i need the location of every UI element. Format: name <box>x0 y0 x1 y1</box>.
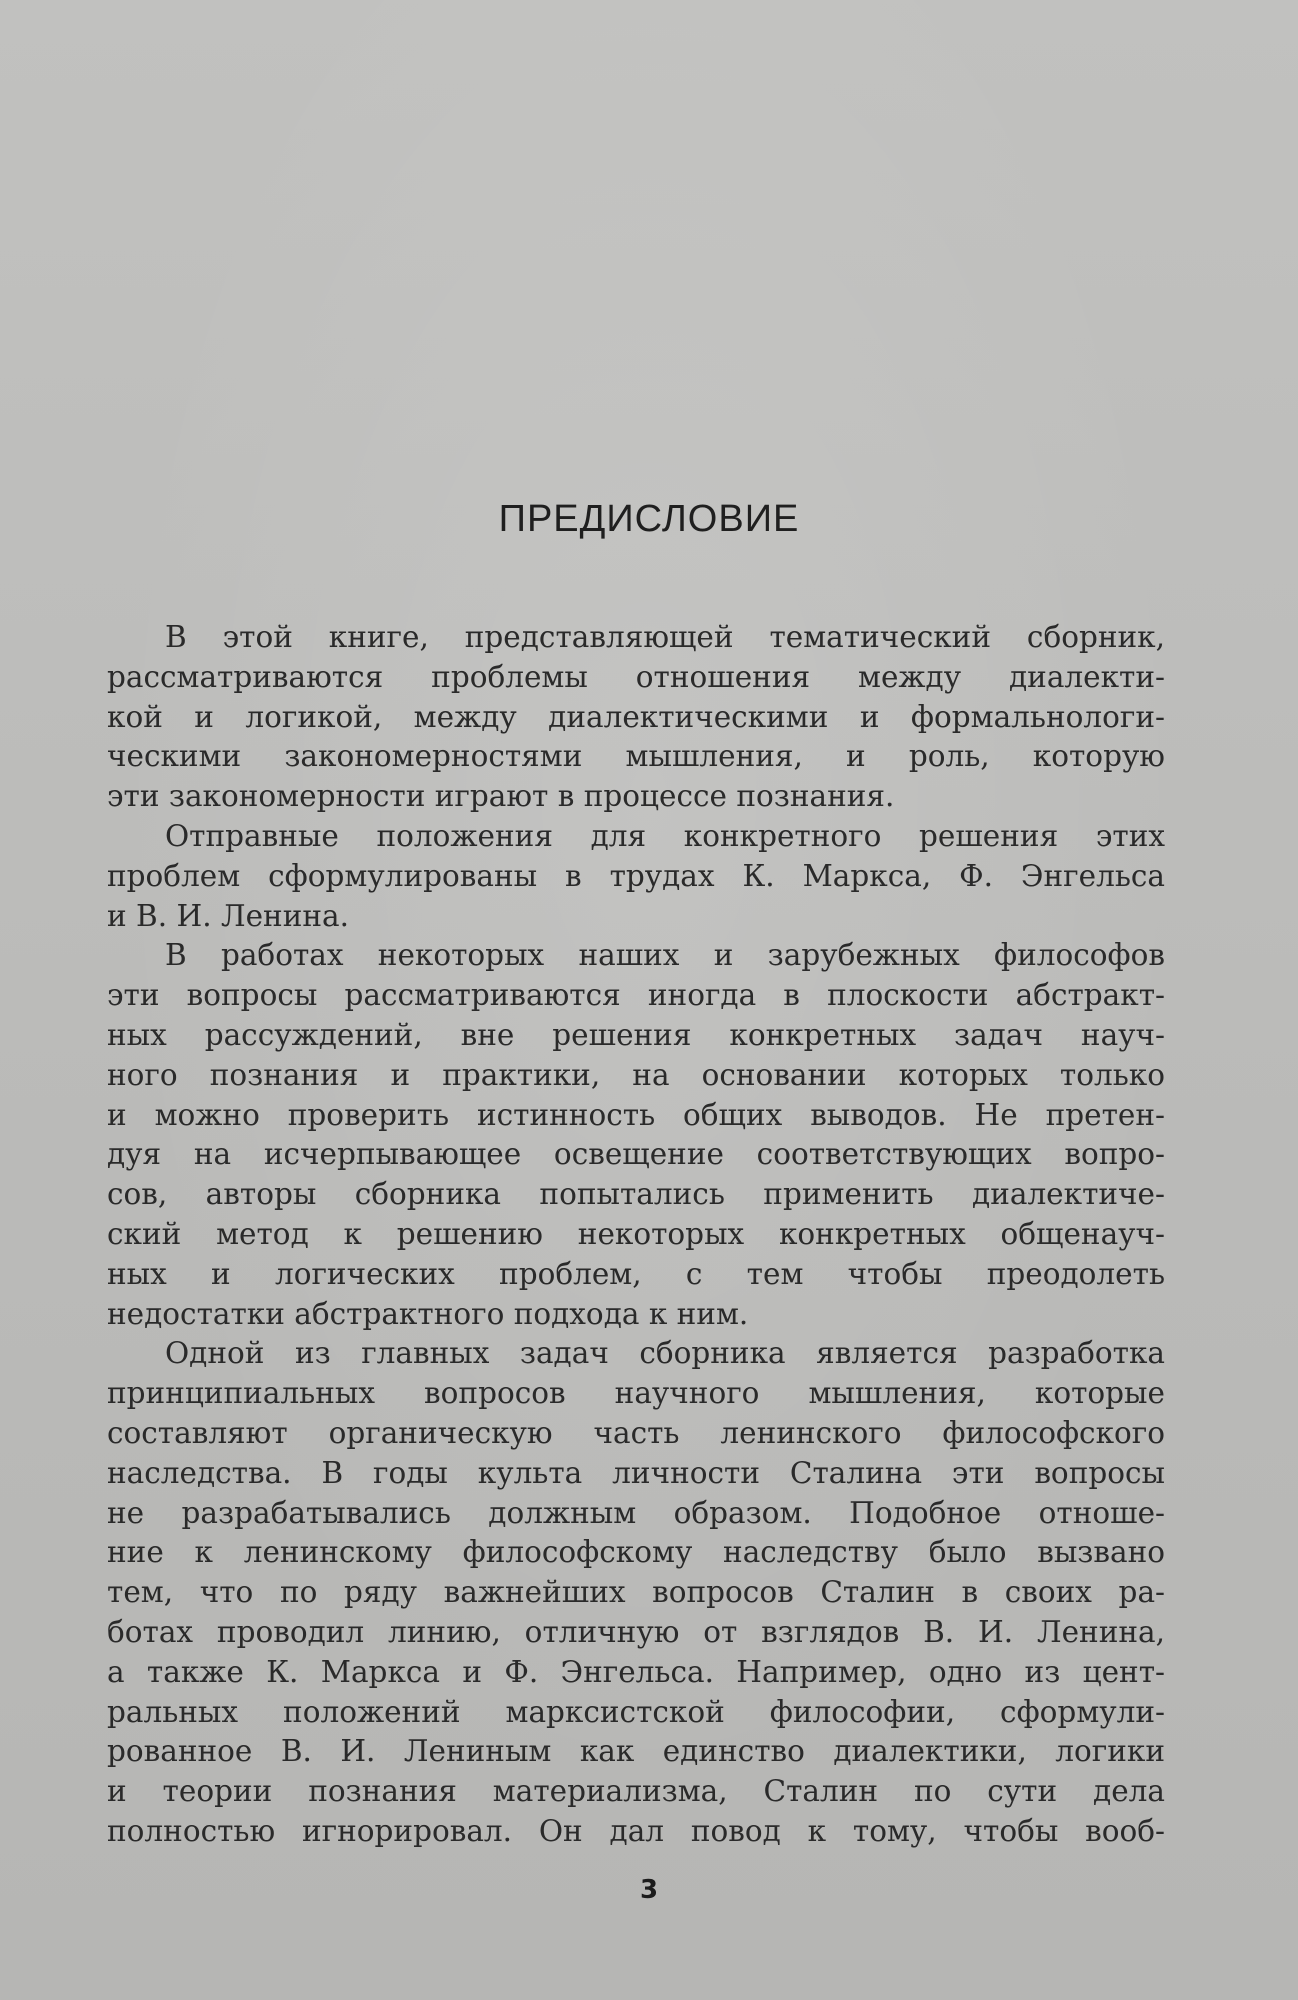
text-line: и теории познания материализма, Сталин по сути дела <box>107 1774 1165 1809</box>
text-line: принципиальных вопросов научного мышления, которые <box>107 1376 1165 1411</box>
text-line: составляют органическую часть ленинского философского <box>107 1415 1165 1450</box>
text-line: ский метод к решению некоторых конкретных общенауч- <box>107 1216 1165 1251</box>
text-line: дуя на исчерпывающее освещение соответствующих вопро- <box>107 1137 1165 1172</box>
text-line: кой и логикой, между диалектическими и формальнологи- <box>107 699 1165 734</box>
text-line: Одной из главных задач сборника является разработка <box>165 1336 1165 1371</box>
text-line: эти вопросы рассматриваются иногда в плоскости абстракт- <box>107 978 1165 1013</box>
text-line: наследства. В годы культа личности Сталина эти вопросы <box>107 1455 1165 1490</box>
text-line: а также К. Маркса и Ф. Энгельса. Например, одно из цент- <box>107 1654 1165 1689</box>
text-line: В этой книге, представляющей тематический сборник, <box>165 620 1165 654</box>
page-title: ПРЕДИСЛОВИЕ <box>498 498 800 540</box>
text-line: ральных положений марксистской философии, сформули- <box>107 1694 1165 1729</box>
text-line: не разрабатывались должным образом. Подобное отноше- <box>107 1495 1165 1530</box>
text-line: ботах проводил линию, отличную от взглядов В. И. Ленина, <box>107 1614 1165 1649</box>
text-line: рассматриваются проблемы отношения между диалекти- <box>107 659 1165 694</box>
page-number: 3 <box>639 1875 659 1905</box>
text-line: ных рассуждений, вне решения конкретных задач науч- <box>107 1017 1165 1052</box>
text-line: ние к ленинскому философскому наследству было вызвано <box>107 1535 1165 1570</box>
text-line: эти закономерности играют в процессе познания. <box>107 779 895 814</box>
text-line: Отправные положения для конкретного решения этих <box>165 818 1165 853</box>
text-line: проблем сформулированы в трудах К. Маркса, Ф. Энгельса <box>107 858 1165 893</box>
text-line: тем, что по ряду важнейших вопросов Сталин в своих ра- <box>107 1575 1165 1610</box>
text-line: рованное В. И. Лениным как единство диалектики, логики <box>107 1734 1165 1769</box>
body-text <box>107 618 1165 1852</box>
text-line: полностью игнорировал. Он дал повод к тому, чтобы вооб- <box>107 1813 1165 1848</box>
text-line: сов, авторы сборника попытались применить диалектиче- <box>107 1177 1165 1212</box>
text-line: недостатки абстрактного подхода к ним. <box>107 1296 749 1331</box>
text-line: ческими закономерностями мышления, и роль, которую <box>107 739 1165 774</box>
text-line: ных и логических проблем, с тем чтобы преодолеть <box>107 1256 1165 1291</box>
text-line: В работах некоторых наших и зарубежных философов <box>165 938 1165 973</box>
text-line: ного познания и практики, на основании которых только <box>107 1057 1165 1092</box>
text-line: и можно проверить истинность общих выводов. Не претен- <box>107 1097 1165 1132</box>
text-line: и В. И. Ленина. <box>107 898 349 933</box>
